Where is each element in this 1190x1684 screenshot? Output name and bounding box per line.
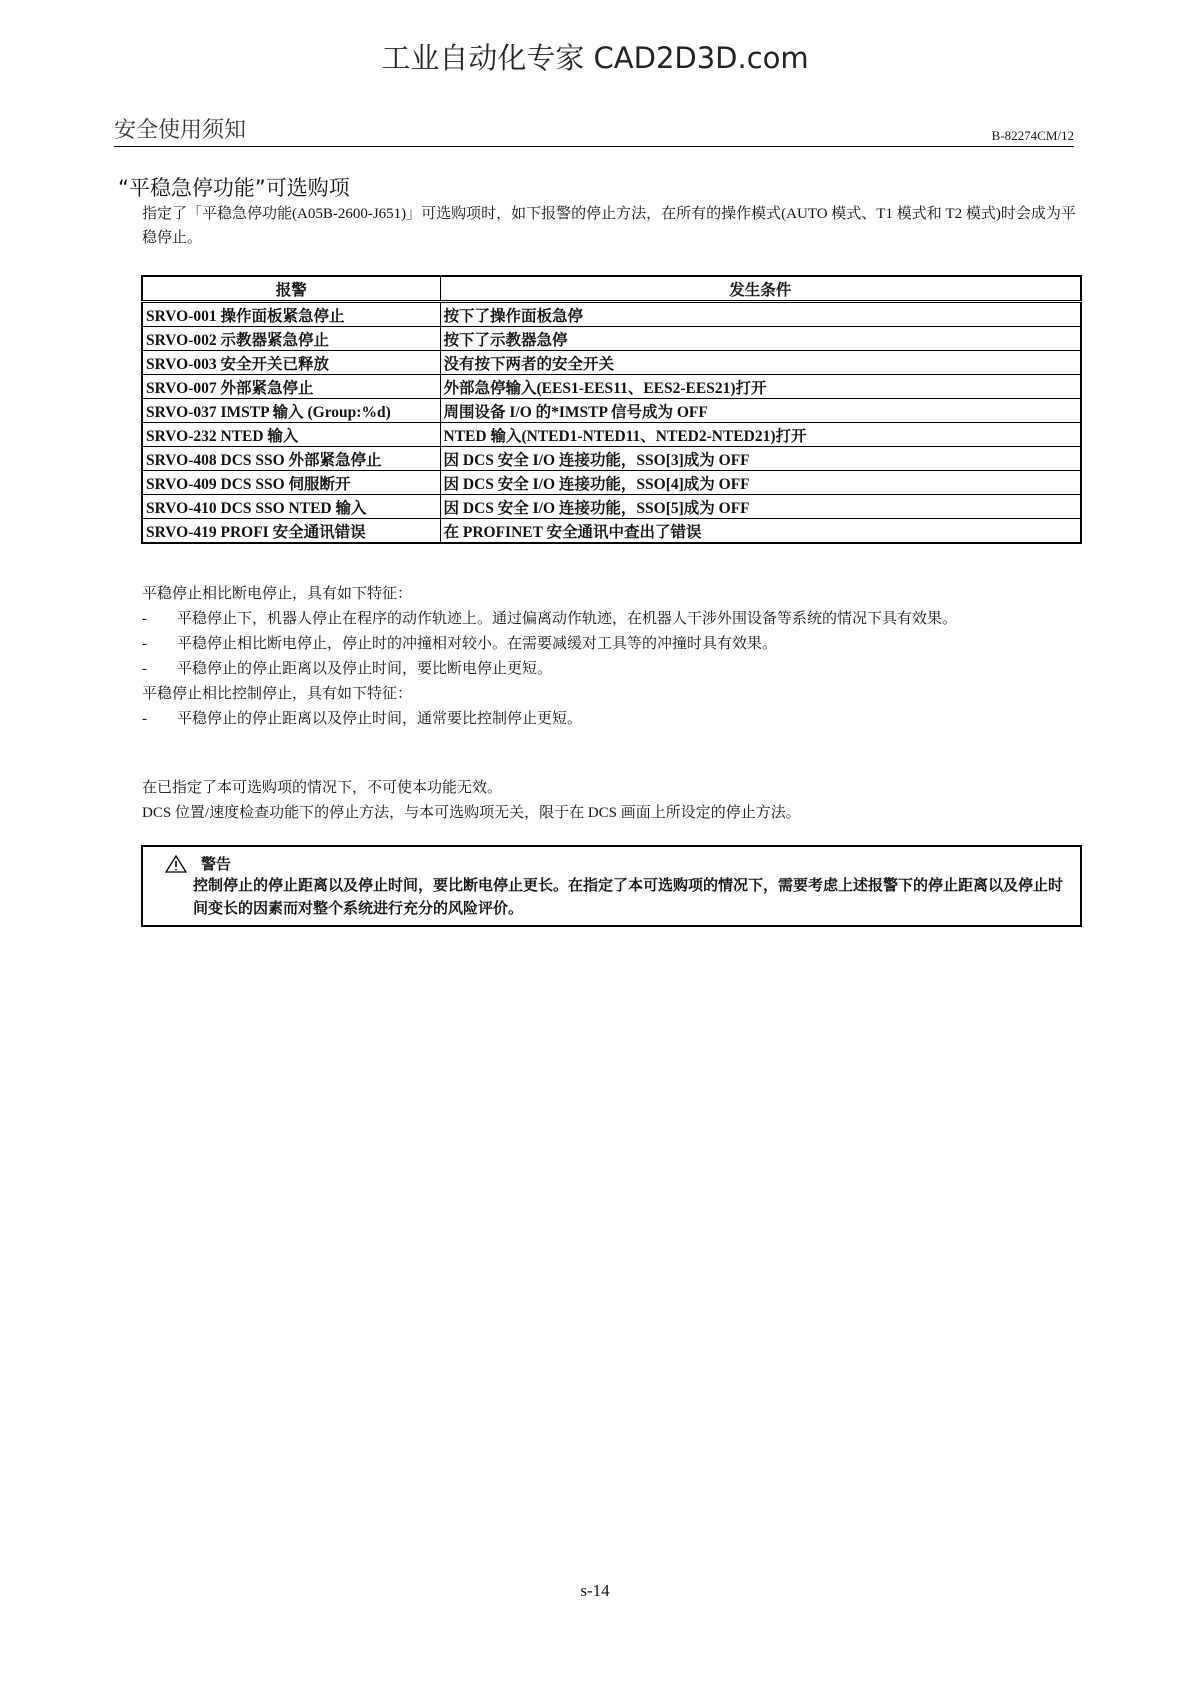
bullet-text: 平稳停止下，机器人停止在程序的动作轨迹上。通过偏离动作轨迹，在机器人干涉外围设备等系统的情况下具有效果。 — [177, 611, 958, 627]
condition-cell: 没有按下两者的安全开关 — [440, 351, 1081, 375]
alarm-cell: SRVO-232 NTED 输入 — [142, 423, 440, 447]
alarm-cell: SRVO-003 安全开关已释放 — [142, 351, 440, 375]
note-line: 在已指定了本可选购项的情况下，不可使本功能无效。 — [142, 780, 503, 796]
bullet-item — [142, 607, 1082, 632]
bullet-dash: - — [142, 611, 147, 627]
table-row — [142, 399, 1081, 423]
table-row — [142, 375, 1081, 399]
bullet-text: 平稳停止的停止距离以及停止时间，要比断电停止更短。 — [177, 661, 553, 677]
alarm-cell: SRVO-408 DCS SSO 外部紧急停止 — [142, 447, 440, 471]
condition-cell: 因 DCS 安全 I/O 连接功能，SSO[3]成为 OFF — [440, 447, 1081, 471]
table-row — [142, 327, 1081, 351]
table-row — [142, 447, 1081, 471]
bullet-dash: - — [142, 661, 147, 677]
alarm-table — [141, 275, 1082, 544]
features-intro-control: 平稳停止相比控制停止，具有如下特征： — [142, 686, 413, 702]
note-line: DCS 位置/速度检查功能下的停止方法，与本可选购项无关，限于在 DCS 画面上所设定的停止方法。 — [142, 805, 801, 821]
bullet-text: 平稳停止相比断电停止，停止时的冲撞相对较小。在需要减缓对工具等的冲撞时具有效果。 — [177, 636, 778, 652]
table-row — [142, 471, 1081, 495]
watermark-text: 工业自动化专家 CAD2D3D.com — [381, 41, 809, 75]
warning-text: 控制停止的停止距离以及停止时间，要比断电停止更长。在指定了本可选购项的情况下，需要考虑上述报警下的停止距离以及停止时间变长的因素而对整个系统进行充分的风险评价。 — [193, 878, 1064, 917]
bullet-item — [142, 707, 1082, 732]
condition-cell: 在 PROFINET 安全通讯中查出了错误 — [440, 519, 1081, 544]
page-number: s-14 — [580, 1581, 610, 1600]
table-header-row — [142, 276, 1081, 302]
alarm-cell: SRVO-007 外部紧急停止 — [142, 375, 440, 399]
notes-section — [142, 776, 1082, 826]
condition-cell: 按下了操作面板急停 — [440, 302, 1081, 327]
warning-triangle-icon — [165, 855, 187, 877]
bullet-dash: - — [142, 711, 147, 727]
bullet-item — [142, 657, 1082, 682]
alarm-cell: SRVO-410 DCS SSO NTED 输入 — [142, 495, 440, 519]
features-section — [142, 582, 1082, 732]
alarm-cell: SRVO-001 操作面板紧急停止 — [142, 302, 440, 327]
alarm-cell: SRVO-002 示教器紧急停止 — [142, 327, 440, 351]
doc-number: B-82274CM/12 — [991, 128, 1074, 143]
table-row — [142, 351, 1081, 375]
alarm-cell: SRVO-409 DCS SSO 伺服断开 — [142, 471, 440, 495]
warning-box — [141, 845, 1082, 927]
column-header-condition: 发生条件 — [440, 276, 1081, 302]
table-row — [142, 519, 1081, 544]
table-row — [142, 495, 1081, 519]
condition-cell: NTED 输入(NTED1-NTED11、NTED2-NTED21)打开 — [440, 423, 1081, 447]
column-header-alarm: 报警 — [142, 276, 440, 302]
table-row — [142, 302, 1081, 327]
condition-cell: 因 DCS 安全 I/O 连接功能，SSO[4]成为 OFF — [440, 471, 1081, 495]
condition-cell: 周围设备 I/O 的*IMSTP 信号成为 OFF — [440, 399, 1081, 423]
page-header — [114, 116, 1074, 147]
alarm-cell: SRVO-419 PROFI 安全通讯错误 — [142, 519, 440, 544]
intro-paragraph: 指定了「平稳急停功能(A05B-2600-J651)」可选购项时，如下报警的停止方法，在所有的操作模式(AUTO 模式、T1 模式和 T2 模式)时会成为平稳停止。 — [142, 206, 1076, 246]
table-row — [142, 423, 1081, 447]
subsection-title: “平稳急停功能”可选购项 — [118, 176, 350, 200]
warning-title: 警告 — [201, 857, 232, 873]
alarm-cell: SRVO-037 IMSTP 输入 (Group:%d) — [142, 399, 440, 423]
features-intro-power-cut: 平稳停止相比断电停止，具有如下特征： — [142, 586, 413, 602]
condition-cell: 因 DCS 安全 I/O 连接功能，SSO[5]成为 OFF — [440, 495, 1081, 519]
condition-cell: 按下了示教器急停 — [440, 327, 1081, 351]
bullet-text: 平稳停止的停止距离以及停止时间，通常要比控制停止更短。 — [177, 711, 583, 727]
section-title: 安全使用须知 — [114, 118, 247, 143]
bullet-dash: - — [142, 636, 147, 652]
bullet-item — [142, 632, 1082, 657]
condition-cell: 外部急停输入(EES1-EES11、EES2-EES21)打开 — [440, 375, 1081, 399]
